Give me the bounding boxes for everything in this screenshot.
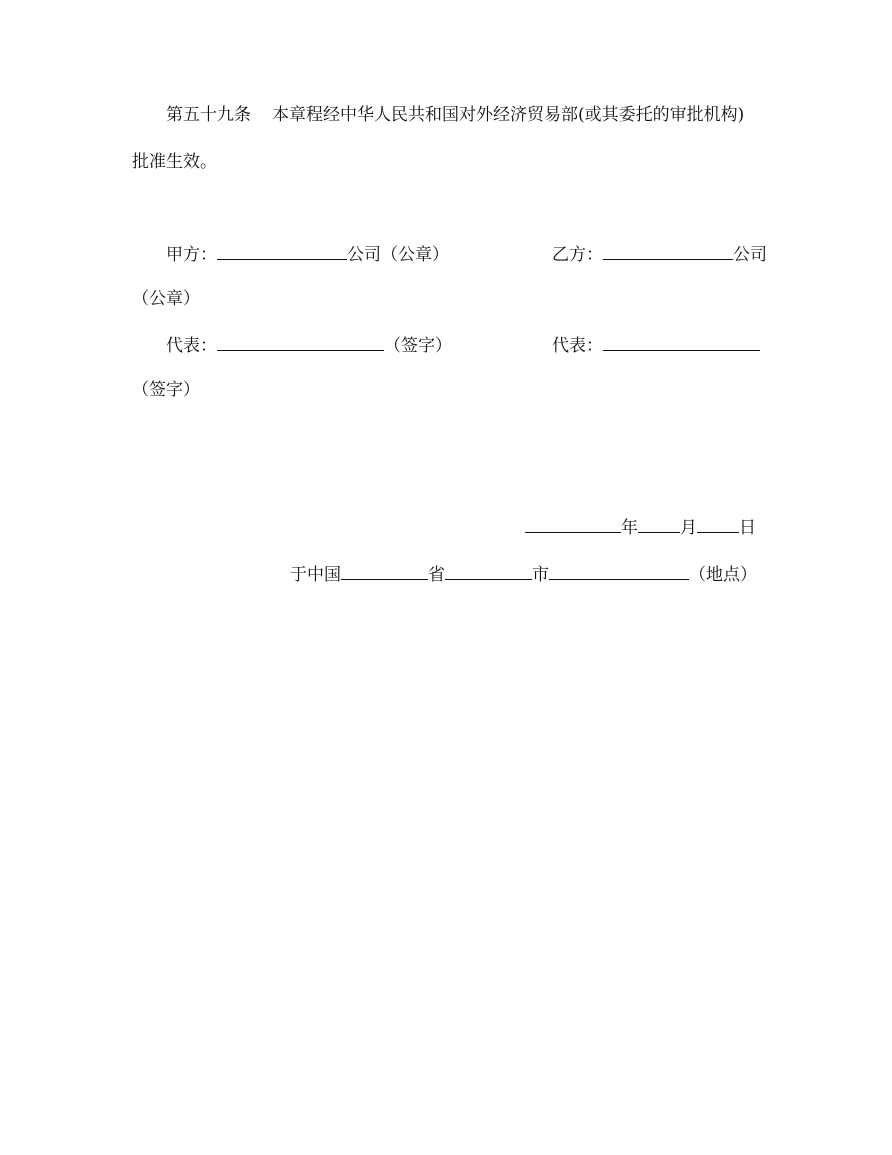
province-blank[interactable] (341, 563, 428, 580)
party-a-row (166, 243, 449, 265)
party-a-name-blank[interactable] (217, 243, 347, 260)
rep-a-label: 代表： (166, 336, 217, 356)
year-label: 年 (621, 518, 638, 538)
day-label: 日 (739, 518, 756, 538)
party-b-suffix: 公司 (733, 245, 767, 265)
rep-a-suffix: （签字） (384, 336, 452, 356)
place-prefix: 于中国 (290, 565, 341, 585)
month-label: 月 (680, 518, 697, 538)
date-row (525, 516, 756, 538)
rep-b-signature-blank[interactable] (603, 334, 760, 351)
year-blank[interactable] (525, 516, 621, 533)
article-paragraph-line2: 批准生效。 (132, 152, 217, 172)
article-paragraph-line1 (166, 105, 744, 125)
article-text: 本章程经中华人民共和国对外经济贸易部(或其委托的审批机构) (272, 105, 745, 125)
party-a-label: 甲方： (166, 245, 217, 265)
rep-b-row (552, 334, 760, 356)
party-b-seal: （公章） (132, 289, 200, 309)
province-label: 省 (428, 565, 445, 585)
party-a-suffix: 公司（公章） (347, 245, 449, 265)
rep-b-label: 代表： (552, 336, 603, 356)
party-b-label: 乙方： (552, 245, 603, 265)
place-blank[interactable] (549, 563, 689, 580)
month-blank[interactable] (638, 516, 680, 533)
party-b-name-blank[interactable] (603, 243, 733, 260)
place-row (290, 563, 757, 585)
place-suffix: （地点） (689, 565, 757, 585)
rep-a-row (166, 334, 452, 356)
rep-a-signature-blank[interactable] (217, 334, 384, 351)
city-label: 市 (532, 565, 549, 585)
party-b-row (552, 243, 767, 265)
day-blank[interactable] (697, 516, 739, 533)
rep-b-sign: （签字） (132, 380, 200, 400)
article-number: 第五十九条 (166, 105, 251, 125)
city-blank[interactable] (445, 563, 532, 580)
